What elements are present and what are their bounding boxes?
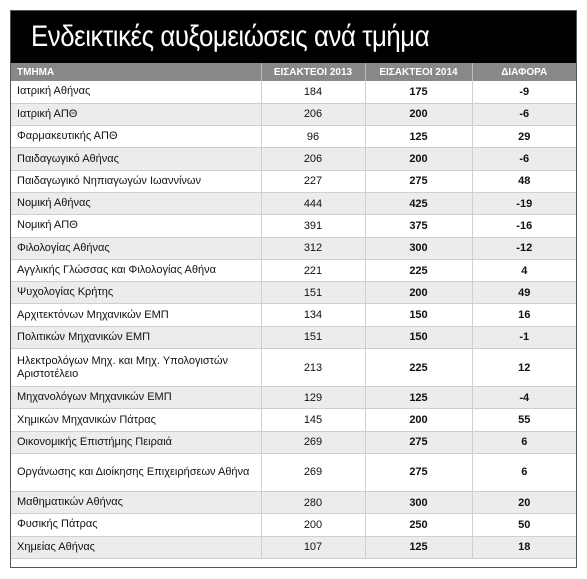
difference-cell: -16: [472, 215, 576, 237]
difference-cell: -12: [472, 237, 576, 259]
difference-cell: -1: [472, 326, 576, 348]
difference-cell: 49: [472, 282, 576, 304]
table-row: [11, 387, 576, 409]
admissions-table: [11, 63, 576, 559]
department-cell: Παιδαγωγικό Αθήνας: [11, 148, 261, 170]
difference-cell: 50: [472, 514, 576, 536]
department-cell: Μηχανολόγων Μηχανικών ΕΜΠ: [11, 387, 261, 409]
difference-cell: 29: [472, 126, 576, 148]
admitted-2013-cell: 221: [261, 259, 365, 281]
difference-cell: 6: [472, 431, 576, 453]
difference-cell: 48: [472, 170, 576, 192]
department-cell: Ιατρική ΑΠΘ: [11, 103, 261, 125]
table-row: [11, 126, 576, 148]
admitted-2013-cell: 206: [261, 148, 365, 170]
table-header-row: [11, 63, 576, 81]
department-cell: Οργάνωσης και Διοίκησης Επιχειρήσεων Αθήνα: [11, 453, 261, 491]
admitted-2014-cell: 225: [365, 259, 472, 281]
department-cell: Ηλεκτρολόγων Μηχ. και Μηχ. Υπολογιστών Αριστοτέλειο: [11, 349, 261, 387]
admitted-2014-cell: 200: [365, 409, 472, 431]
admitted-2014-cell: 125: [365, 126, 472, 148]
admitted-2013-cell: 151: [261, 282, 365, 304]
department-cell: Νομική ΑΠΘ: [11, 215, 261, 237]
department-cell: Φιλολογίας Αθήνας: [11, 237, 261, 259]
admitted-2013-cell: 134: [261, 304, 365, 326]
department-cell: Μαθηματικών Αθήνας: [11, 491, 261, 513]
difference-cell: -9: [472, 81, 576, 103]
page-title: Ενδεικτικές αυξομειώσεις ανά τμήμα: [31, 20, 430, 53]
department-cell: Αγγλικής Γλώσσας και Φιλολογίας Αθήνα: [11, 259, 261, 281]
admitted-2013-cell: 213: [261, 349, 365, 387]
table-row: [11, 103, 576, 125]
header-2014: ΕΙΣΑΚΤΕΟΙ 2014: [365, 63, 472, 81]
admitted-2014-cell: 375: [365, 215, 472, 237]
table-row: [11, 409, 576, 431]
admitted-2013-cell: 269: [261, 431, 365, 453]
department-cell: Πολιτικών Μηχανικών ΕΜΠ: [11, 326, 261, 348]
admitted-2014-cell: 200: [365, 103, 472, 125]
admitted-2013-cell: 129: [261, 387, 365, 409]
admitted-2013-cell: 200: [261, 514, 365, 536]
admitted-2014-cell: 275: [365, 453, 472, 491]
table-row: [11, 514, 576, 536]
infographic-frame: [10, 10, 577, 568]
difference-cell: -4: [472, 387, 576, 409]
admitted-2014-cell: 200: [365, 282, 472, 304]
admitted-2014-cell: 225: [365, 349, 472, 387]
difference-cell: 55: [472, 409, 576, 431]
table-row: [11, 170, 576, 192]
table-row: [11, 326, 576, 348]
admitted-2014-cell: 275: [365, 431, 472, 453]
admitted-2013-cell: 184: [261, 81, 365, 103]
department-cell: Παιδαγωγικό Νηπιαγωγών Ιωαννίνων: [11, 170, 261, 192]
title-bar: [11, 11, 576, 63]
admitted-2014-cell: 150: [365, 304, 472, 326]
table-row: [11, 237, 576, 259]
department-cell: Ψυχολογίας Κρήτης: [11, 282, 261, 304]
admitted-2013-cell: 391: [261, 215, 365, 237]
admitted-2014-cell: 150: [365, 326, 472, 348]
admitted-2014-cell: 275: [365, 170, 472, 192]
table-row: [11, 349, 576, 387]
department-cell: Οικονομικής Επιστήμης Πειραιά: [11, 431, 261, 453]
admitted-2014-cell: 125: [365, 387, 472, 409]
department-cell: Αρχιτεκτόνων Μηχανικών ΕΜΠ: [11, 304, 261, 326]
admitted-2014-cell: 125: [365, 536, 472, 558]
difference-cell: 20: [472, 491, 576, 513]
admitted-2013-cell: 145: [261, 409, 365, 431]
difference-cell: 18: [472, 536, 576, 558]
admitted-2013-cell: 444: [261, 192, 365, 214]
table-row: [11, 431, 576, 453]
header-difference: ΔΙΑΦΟΡΑ: [472, 63, 576, 81]
table-row: [11, 215, 576, 237]
difference-cell: -6: [472, 103, 576, 125]
difference-cell: 6: [472, 453, 576, 491]
admitted-2014-cell: 200: [365, 148, 472, 170]
admitted-2014-cell: 175: [365, 81, 472, 103]
table-row: [11, 148, 576, 170]
admitted-2014-cell: 250: [365, 514, 472, 536]
department-cell: Φυσικής Πάτρας: [11, 514, 261, 536]
table-row: [11, 453, 576, 491]
table-row: [11, 304, 576, 326]
table-row: [11, 536, 576, 558]
table-row: [11, 491, 576, 513]
difference-cell: -19: [472, 192, 576, 214]
admitted-2013-cell: 269: [261, 453, 365, 491]
table-body: [11, 81, 576, 558]
admitted-2014-cell: 300: [365, 491, 472, 513]
difference-cell: 16: [472, 304, 576, 326]
header-2013: ΕΙΣΑΚΤΕΟΙ 2013: [261, 63, 365, 81]
header-department: ΤΜΗΜΑ: [11, 63, 261, 81]
admitted-2013-cell: 227: [261, 170, 365, 192]
table-row: [11, 259, 576, 281]
admitted-2013-cell: 151: [261, 326, 365, 348]
department-cell: Χημείας Αθήνας: [11, 536, 261, 558]
admitted-2013-cell: 280: [261, 491, 365, 513]
admitted-2014-cell: 425: [365, 192, 472, 214]
admitted-2013-cell: 206: [261, 103, 365, 125]
table-row: [11, 192, 576, 214]
department-cell: Φαρμακευτικής ΑΠΘ: [11, 126, 261, 148]
department-cell: Χημικών Μηχανικών Πάτρας: [11, 409, 261, 431]
difference-cell: 4: [472, 259, 576, 281]
table-row: [11, 81, 576, 103]
admitted-2014-cell: 300: [365, 237, 472, 259]
admitted-2013-cell: 312: [261, 237, 365, 259]
department-cell: Νομική Αθήνας: [11, 192, 261, 214]
difference-cell: -6: [472, 148, 576, 170]
admitted-2013-cell: 107: [261, 536, 365, 558]
department-cell: Ιατρική Αθήνας: [11, 81, 261, 103]
difference-cell: 12: [472, 349, 576, 387]
table-row: [11, 282, 576, 304]
admitted-2013-cell: 96: [261, 126, 365, 148]
